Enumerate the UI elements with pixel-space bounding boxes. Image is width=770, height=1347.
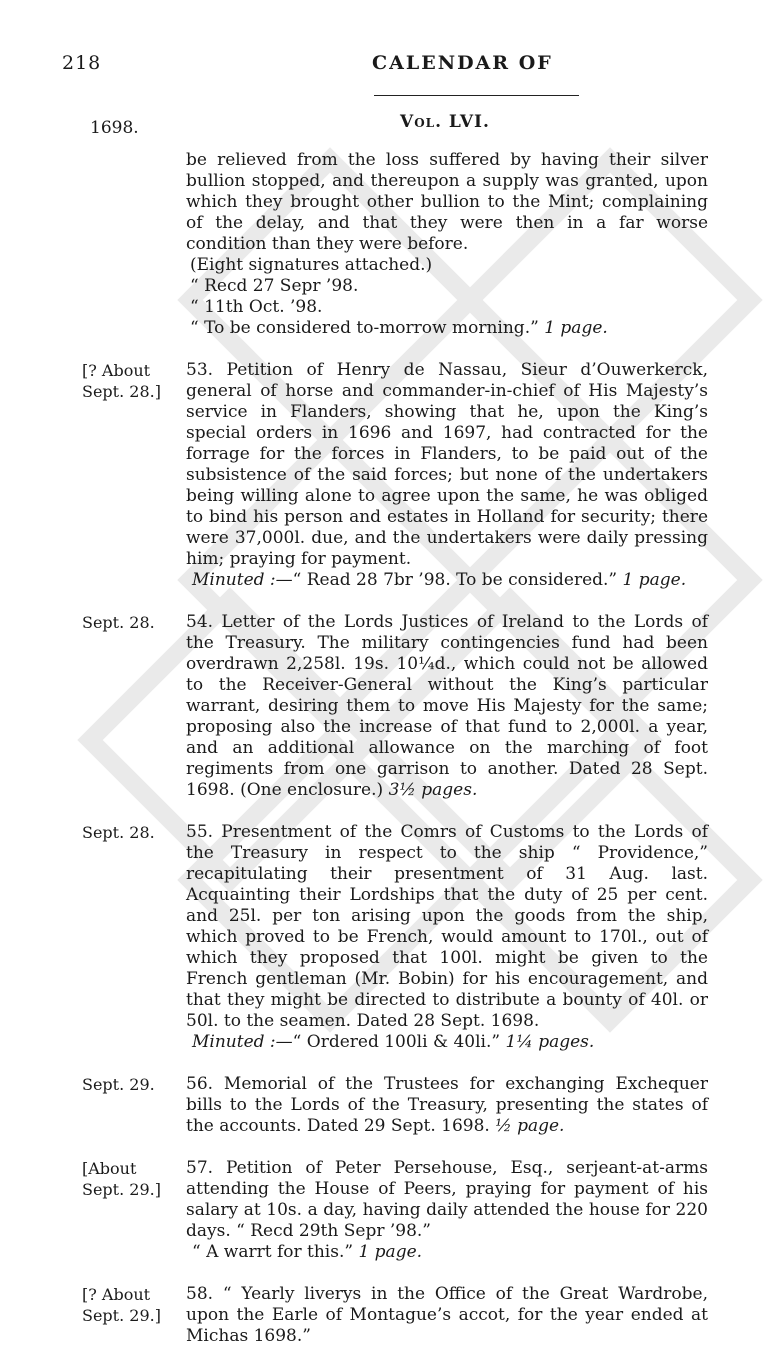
entry-minute: “ A warrt for this.” <box>192 1242 354 1262</box>
continuation-note: “ To be considered to-morrow morning.” <box>190 318 539 338</box>
page-count: 1 page. <box>622 570 687 590</box>
minute-label: Minuted :— <box>192 570 293 590</box>
entry-text: 57. Petition of Peter Persehouse, Esq., serjeant-at-arms attending the House of Peers, praying for payment of his salary at 10s. a day, having daily attended the house for 220 days. “ Recd 29th Sepr ’98.” <box>186 1158 708 1241</box>
calendar-entry <box>82 612 708 801</box>
calendar-entry <box>82 360 708 591</box>
entry-text-line <box>186 1074 708 1137</box>
entry-text: 53. Petition of Henry de Nassau, Sieur d’Ouwerkerck, general of horse and commander-in-chief of His Majesty’s service in Flanders, showing that he, upon the King’s special orders in 1696 and 1697, had contracted for the forrage for the forces in Flanders, to be paid out of the subsistence of the said forces; but none of the undertakers being willing alone to agree upon the same, he was obliged to bind his person and estates in Holland for security; there were 37,000l. due, and the undertakers were daily pressing him; praying for payment. <box>186 360 708 569</box>
entry-minute-line <box>186 570 708 591</box>
header-rule <box>374 95 579 96</box>
entry-minute: “ Read 28 7br ’98. To be considered.” <box>292 570 618 590</box>
calendar-entry <box>82 1158 708 1263</box>
entry-minute: “ Ordered 100li & 40li.” <box>292 1032 501 1052</box>
entry-text: 56. Memorial of the Trustees for exchanging Exchequer bills to the Lords of the Treasury, presenting the states of the accounts. Dated 29 Sept. 1698. <box>186 1074 708 1136</box>
running-head: CALENDAR OF <box>372 52 553 74</box>
page-count: 1¼ pages. <box>505 1032 595 1052</box>
entry-minute-line <box>186 1242 708 1263</box>
entry-text: 58. “ Yearly liverys in the Office of the Great Wardrobe, upon the Earle of Montague’s accot, for the year ended at Michas 1698.” <box>186 1284 708 1346</box>
calendar-entry <box>82 1074 708 1137</box>
page-count: ½ page. <box>495 1116 565 1136</box>
year-margin: 1698. <box>90 118 139 138</box>
entry-date: [? About Sept. 28.] <box>82 361 161 401</box>
page-count: 1 page. <box>544 318 608 338</box>
continuation-note: (Eight signatures attached.) <box>190 255 433 275</box>
entry-text: 55. Presentment of the Comrs of Customs to the Lords of the Treasury in respect to the ship “ Providence,” recapitulating their presentment of 31 Aug. last. Acquainting their Lordships that the duty of 25 per cent. and 25l. per ton arising upon the goods from the ship, which proved to be French, would amount to 170l., out of which they proposed that 100l. might be given to the French gentleman (Mr. Bobin) for his encouragement, and that they might be directed to distribute a bounty of 40l. or 50l. to the seamen. Dated 28 Sept. 1698. <box>186 822 708 1031</box>
continuation-paragraph <box>186 150 708 339</box>
entry-date: [? About Sept. 29.] <box>82 1285 161 1325</box>
continuation-note: “ 11th Oct. ’98. <box>190 297 323 317</box>
page-number: 218 <box>62 52 102 74</box>
calendar-body <box>82 150 708 1347</box>
continuation-note: “ Recd 27 Sepr ’98. <box>190 276 359 296</box>
continuation-note-line <box>186 318 708 339</box>
minute-label: Minuted :— <box>192 1032 293 1052</box>
continuation-text: be relieved from the loss suffered by having their silver bullion stopped, and thereupon a supply was granted, upon which they brought other bullion to the Mint; complaining of the delay, and that they were then in a far worse condition than they were before. <box>186 150 708 254</box>
entry-date: Sept. 28. <box>82 823 155 842</box>
entry-date: Sept. 28. <box>82 613 155 632</box>
entry-minute-line <box>186 1032 708 1053</box>
entry-date: Sept. 29. <box>82 1075 155 1094</box>
entry-date: [About Sept. 29.] <box>82 1159 161 1199</box>
volume-heading: Vol. LVI. <box>400 112 490 132</box>
calendar-entry <box>82 822 708 1053</box>
page-count: 3½ pages. <box>388 780 478 800</box>
calendar-entry <box>82 1284 708 1347</box>
entry-text: 54. Letter of the Lords Justices of Ireland to the Lords of the Treasury. The military contingencies fund had been overdrawn 2,258l. 19s. 10¼d., which could not be allowed to the Receiver-General without the King’s particular warrant, desiring them to move His Majesty for the same; proposing also the increase of that fund to 2,000l. a year, and an additional allowance on the marching of foot regiments from one garrison to another. Dated 28 Sept. 1698. (One enclosure.) <box>186 612 708 800</box>
page-count: 1 page. <box>358 1242 423 1262</box>
entry-text-line <box>186 612 708 801</box>
